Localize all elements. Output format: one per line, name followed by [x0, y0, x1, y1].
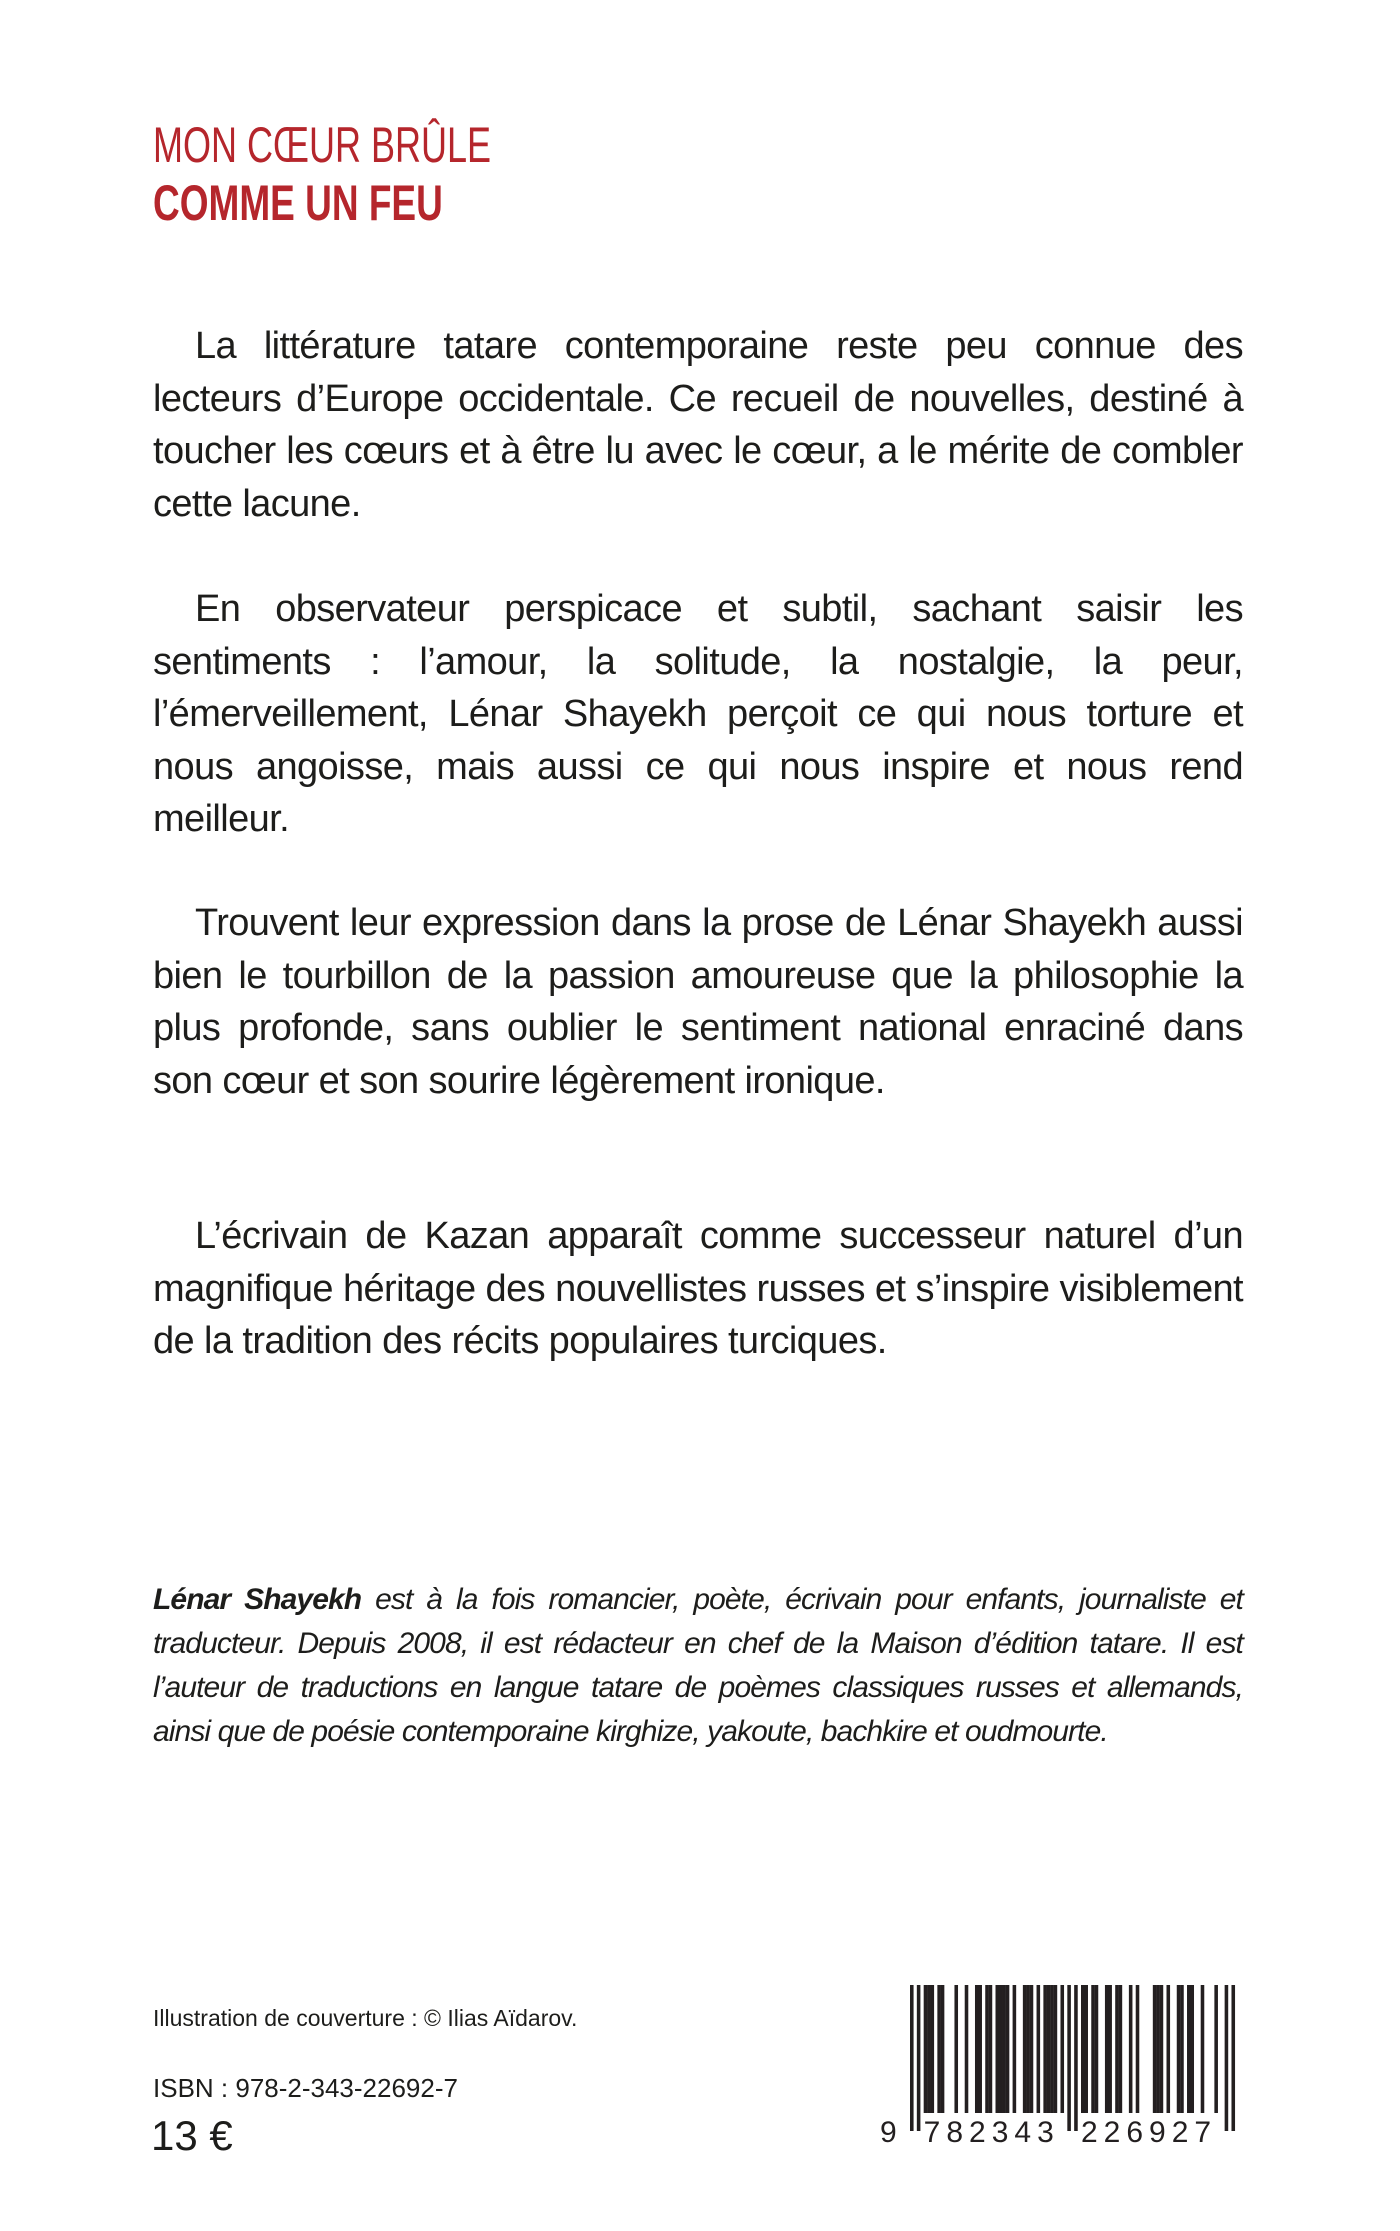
author-bio: [153, 1578, 1243, 1754]
author-bio-text: est à la fois romancier, poète, écrivain pour enfants, journaliste et traducteur. Depuis 2008, il est rédacteur en chef de la Maison d’édition tatare. Il est l’auteur de traductions en langue tatare de poèmes classiques russes et allemands, ainsi que de poésie contemporaine kirghize, yakoute, bachkire et oudmourte.: [153, 1583, 1243, 1748]
title-line-2: COMME UN FEU: [153, 175, 443, 231]
svg-text:226927: 226927: [1081, 2116, 1218, 2149]
isbn: ISBN : 978-2-343-22692-7: [153, 2073, 458, 2103]
blurb-paragraph-3: [153, 897, 1243, 1107]
illustration-credit: Illustration de couverture : © Ilias Aïdarov.: [153, 2005, 578, 2031]
svg-text:782343: 782343: [923, 2116, 1060, 2149]
price: 13 €: [151, 2112, 233, 2159]
book-title: [153, 116, 622, 232]
blurb-paragraph-2: [153, 583, 1243, 846]
paragraph-text: La littérature tatare contemporaine reste peu connue des lecteurs d’Europe occidentale. Ce recueil de nouvelles, destiné à toucher les cœurs et à être lu avec le cœur, a le mérite de combler cette lacune.: [153, 325, 1243, 525]
paragraph-text: L’écrivain de Kazan apparaît comme successeur naturel d’un magnifique héritage des nouvellistes russes et s’inspire visiblement de la tradition des récits populaires turciques.: [153, 1215, 1243, 1362]
blurb-paragraph-4: [153, 1210, 1243, 1368]
barcode-bars-icon: [878, 1984, 1248, 2154]
author-name: Lénar Shayekh: [153, 1583, 362, 1616]
paragraph-text: Trouvent leur expression dans la prose de Lénar Shayekh aussi bien le tourbillon de la passion amoureuse que la philosophie la plus profonde, sans oublier le sentiment national enraciné dans son cœur et son sourire légèrement ironique.: [153, 902, 1243, 1102]
ean13-barcode: [878, 1984, 1248, 2154]
paragraph-text: En observateur perspicace et subtil, sachant saisir les sentiments : l’amour, la solitude, la nostalgie, la peur, l’émerveillement, Lénar Shayekh perçoit ce qui nous torture et nous angoisse, mais aussi ce qui nous inspire et nous rend meilleur.: [153, 588, 1243, 840]
blurb-paragraph-1: [153, 320, 1243, 530]
title-line-1: MON CŒUR BRÛLE: [153, 117, 492, 173]
svg-text:9: 9: [880, 2116, 903, 2149]
